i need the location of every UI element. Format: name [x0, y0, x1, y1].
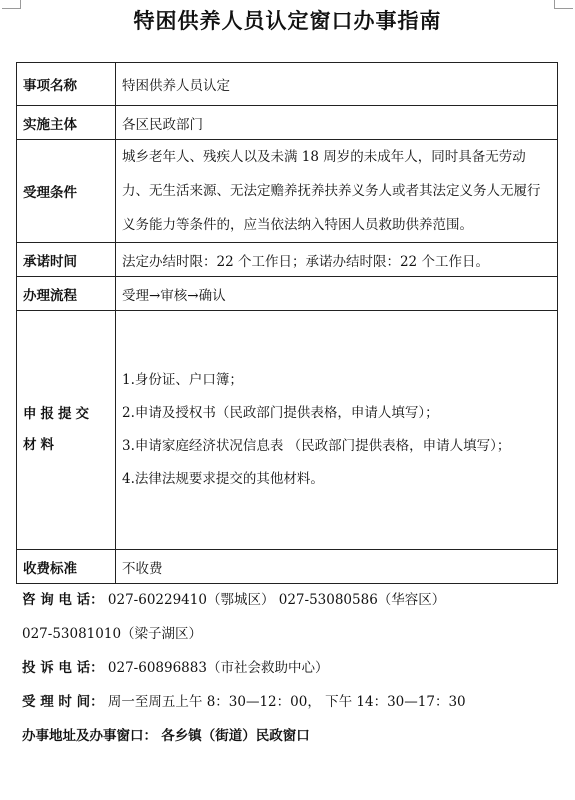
time-limit-value: 法定办结时限：22 个工作日；承诺办结时限：22 个工作日。	[116, 243, 558, 277]
document-title: 特困供养人员认定窗口办事指南	[133, 8, 442, 33]
process-label: 办理流程	[17, 277, 116, 311]
table-row-subject	[17, 106, 558, 140]
materials-list	[116, 311, 558, 550]
consult-phone-value-2: 027-53081010（梁子湖区）	[22, 626, 203, 642]
consult-phone-label: 咨 询 电 话：	[22, 592, 104, 608]
table-row-time-limit	[17, 243, 558, 277]
subject-value: 各区民政部门	[116, 106, 558, 140]
materials-label: 申报提交材料	[17, 311, 116, 550]
table-row-conditions	[17, 140, 558, 243]
complaint-phone-label: 投 诉 电 话：	[22, 660, 104, 676]
conditions-label: 受理条件	[17, 140, 116, 243]
materials-item: 4.法律法规要求提交的其他材料。	[122, 471, 324, 487]
table-row-fee	[17, 550, 558, 584]
materials-item: 1.身份证、户口簿；	[122, 372, 243, 388]
table-row-item-name	[17, 63, 558, 106]
service-hours-value: 周一至周五上午 8：30—12：00， 下午 14：30—17：30	[107, 694, 466, 710]
office-address-value: 各乡镇（街道）民政窗口	[161, 728, 310, 744]
consult-phone-value: 027-60229410（鄂城区） 027-53080586（华容区）	[107, 592, 446, 608]
office-address-line	[22, 724, 562, 744]
service-hours-line	[22, 690, 562, 710]
fee-label: 收费标准	[17, 550, 116, 584]
subject-label: 实施主体	[17, 106, 116, 140]
process-value: 受理→审核→确认	[116, 277, 558, 311]
complaint-phone-line	[22, 656, 562, 676]
time-limit-label: 承诺时间	[17, 243, 116, 277]
consult-phone-line	[22, 588, 562, 608]
consult-phone-line-2	[22, 622, 562, 642]
complaint-phone-value: 027-60896883（市社会救助中心）	[107, 660, 329, 676]
fee-value: 不收费	[116, 550, 558, 584]
materials-item: 3.申请家庭经济状况信息表 （民政部门提供表格，申请人填写）；	[122, 438, 511, 454]
item-name-label: 事项名称	[17, 63, 116, 106]
materials-item: 2.申请及授权书（民政部门提供表格，申请人填写）；	[122, 405, 439, 421]
office-address-label: 办事地址及办事窗口：	[22, 728, 157, 744]
item-name-value: 特困供养人员认定	[116, 63, 558, 106]
table-row-materials	[17, 311, 558, 550]
service-hours-label: 受 理 时 间：	[22, 694, 104, 710]
guide-table	[16, 62, 558, 584]
table-row-process	[17, 277, 558, 311]
conditions-value: 城乡老年人、残疾人以及未满 18 周岁的未成年人，同时具备无劳动力、无生活来源、无法定赡养抚养扶养义务人或者其法定义务人无履行义务能力等条件的，应当依法纳入特困人员救助供养范围。	[116, 140, 558, 243]
